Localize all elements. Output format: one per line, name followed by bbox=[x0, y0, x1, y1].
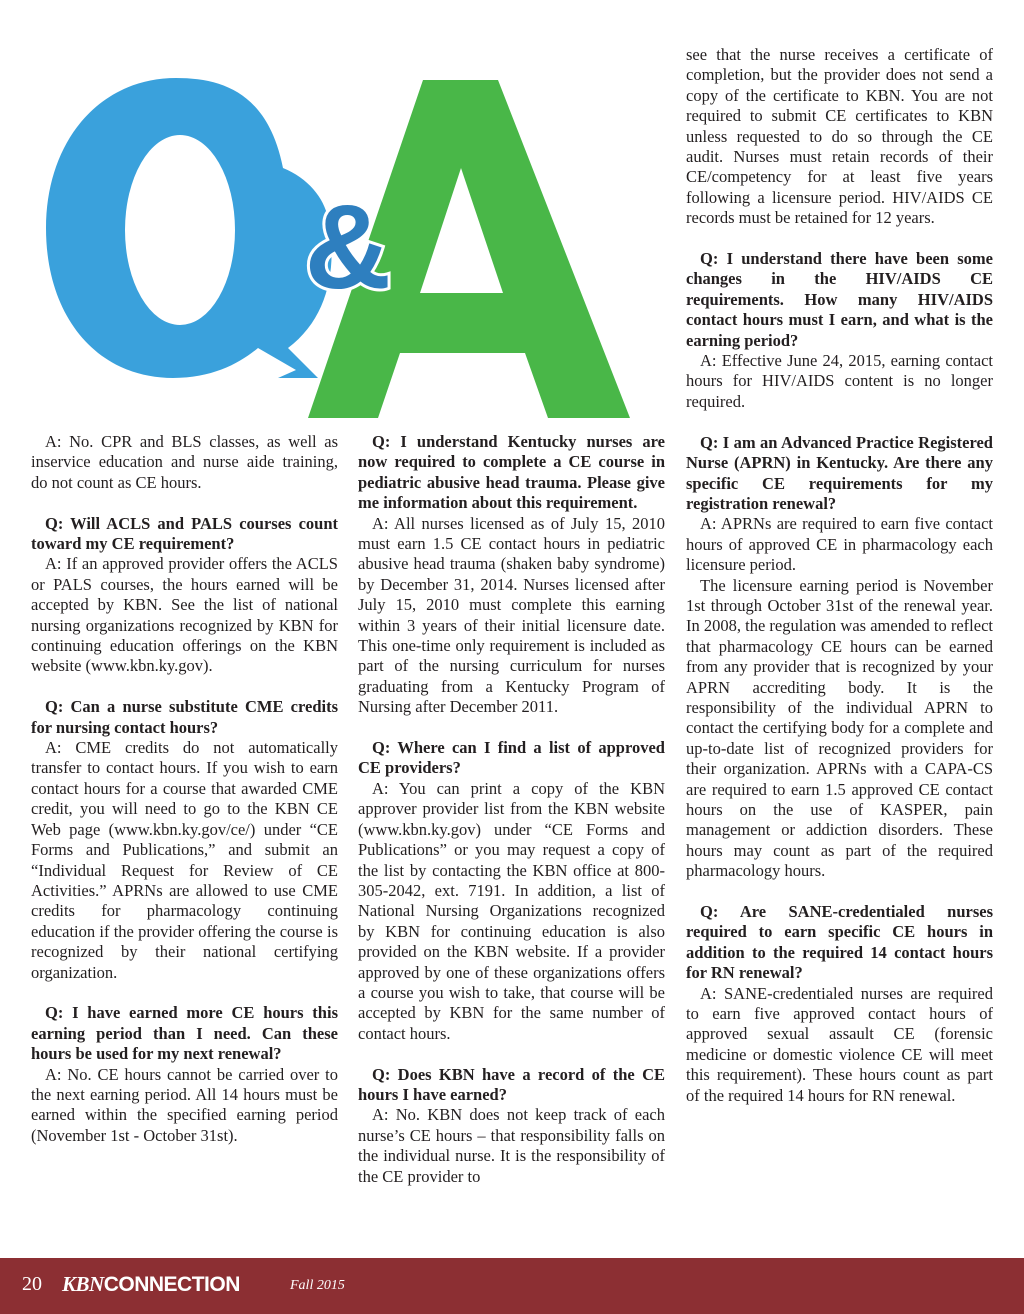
column-3 bbox=[686, 45, 993, 1106]
footer-bar bbox=[0, 1258, 1024, 1314]
column-1 bbox=[31, 432, 338, 1146]
answer: A: All nurses licensed as of July 15, 2010 must earn 1.5 CE contact hours in pediatric abusive head trauma (shaken baby syndrome) by December 31, 2014. Nurses licensed after July 15, 2010 must complete this earning within 3 years of their initial licensure date. This one-time only requirement is included as part of the nursing curriculum for nurses graduating from a Kentucky Program of Nursing after December 2011. bbox=[358, 513, 665, 717]
answer-continued: see that the nurse receives a certificate of completion, but the provider does not send a copy of the certificate to KBN. You are not required to submit CE certificates to KBN unless requested to do so through the CE audit. Nurses must retain records of their CE/competency for at least five years following a licensure period. HIV/AIDS CE records must be retained for 12 years. bbox=[686, 45, 993, 228]
q-letter bbox=[46, 78, 332, 378]
answer: A: CME credits do not automatically transfer to contact hours. If you wish to earn contact hours for a course that awarded CME credit, you will need to go to the KBN CE Web page (www.kbn.ky.gov/ce/) under “CE Forms and Publications,” and submit an “Individual Request for Review of CE Activities.” APRNs are allowed to use CME credits for pharmacology continuing education if the provider offering the course is recognized by their national certifying organization. bbox=[31, 738, 338, 982]
answer: A: You can print a copy of the KBN approver provider list from the KBN website (www.kbn.ky.gov) under “CE Forms and Publications” or you may request a copy of the list by contacting the KBN office at 800-305-2042, ext. 7191. In addition, a list of National Nursing Organizations recognized by KBN for continuing education is also provided on the KBN website. If a provider approved by one of these organizations offers a course you wish to take, that course will be accepted by KBN for the same number of contact hours. bbox=[358, 778, 665, 1043]
answer: A: Effective June 24, 2015, earning contact hours for HIV/AIDS content is no longer required. bbox=[686, 351, 993, 411]
answer: A: No. CPR and BLS classes, as well as inservice education and nurse aide training, do not count as CE hours. bbox=[31, 432, 338, 492]
issue-season: Fall 2015 bbox=[290, 1278, 345, 1293]
brand-connection: CONNECTION bbox=[103, 1273, 240, 1296]
question: Q: I understand there have been some changes in the HIV/AIDS CE requirements. How many HIV/AIDS contact hours must I earn, and what is the earning period? bbox=[686, 249, 993, 350]
column-2 bbox=[358, 432, 665, 1187]
question: Q: Does KBN have a record of the CE hours I have earned? bbox=[358, 1064, 665, 1104]
question: Q: Can a nurse substitute CME credits for nursing contact hours? bbox=[31, 697, 338, 737]
answer: A: No. KBN does not keep track of each nurse’s CE hours – that responsibility falls on the individual nurse. It is the responsibility of the CE provider to bbox=[358, 1105, 665, 1186]
question: Q: Are SANE-credentialed nurses required to earn specific CE hours in addition to the required 14 contact hours for RN renewal? bbox=[686, 902, 993, 983]
answer: A: APRNs are required to earn five contact hours of approved CE in pharmacology each licensure period. bbox=[686, 514, 993, 575]
publication-logo bbox=[62, 1272, 240, 1297]
qa-logo bbox=[28, 18, 678, 423]
answer: A: No. CE hours cannot be carried over to the next earning period. All 14 hours must be earned within the specified earning period (November 1st - October 31st). bbox=[31, 1064, 338, 1145]
question: Q: Will ACLS and PALS courses count toward my CE requirement? bbox=[31, 513, 338, 554]
answer: A: SANE-credentialed nurses are required to earn five approved contact hours of approved sexual assault CE (forensic medicine or domestic violence CE will meet this requirement). These hours count as part of the required 14 hours for RN renewal. bbox=[686, 983, 993, 1105]
question: Q: I understand Kentucky nurses are now required to complete a CE course in pediatric abusive head trauma. Please give me information about this requirement. bbox=[358, 432, 665, 513]
answer-paragraph: The licensure earning period is November 1st through October 31st of the renewal year. In 2008, the regulation was amended to reflect that pharmacology CE hours can be earned from any provider that is recognized by your APRN accrediting body. It is the responsibility of the individual APRN to contact the certifying body for a complete and up-to-date list of recognized providers for their organization. APRNs with a CAPA-CS are required to earn 1.5 approved CE contact hours on the use of KASPER, pain management or addiction disorders. These hours may count as part of the required pharmacology hours. bbox=[686, 575, 993, 881]
answer: A: If an approved provider offers the ACLS or PALS courses, the hours earned will be accepted by KBN. See the list of national nursing organizations recognized by KBN for continuing education offerings on the KBN website (www.kbn.ky.gov). bbox=[31, 554, 338, 676]
question: Q: I am an Advanced Practice Registered Nurse (APRN) in Kentucky. Are there any specific CE requirements for my registration renewal? bbox=[686, 432, 993, 513]
ampersand: & bbox=[304, 180, 392, 314]
page-number: 20 bbox=[22, 1273, 42, 1295]
brand-kbn: KBN bbox=[62, 1272, 104, 1296]
question: Q: I have earned more CE hours this earning period than I need. Can these hours be used for my next renewal? bbox=[31, 1003, 338, 1064]
question: Q: Where can I find a list of approved CE providers? bbox=[358, 738, 665, 778]
